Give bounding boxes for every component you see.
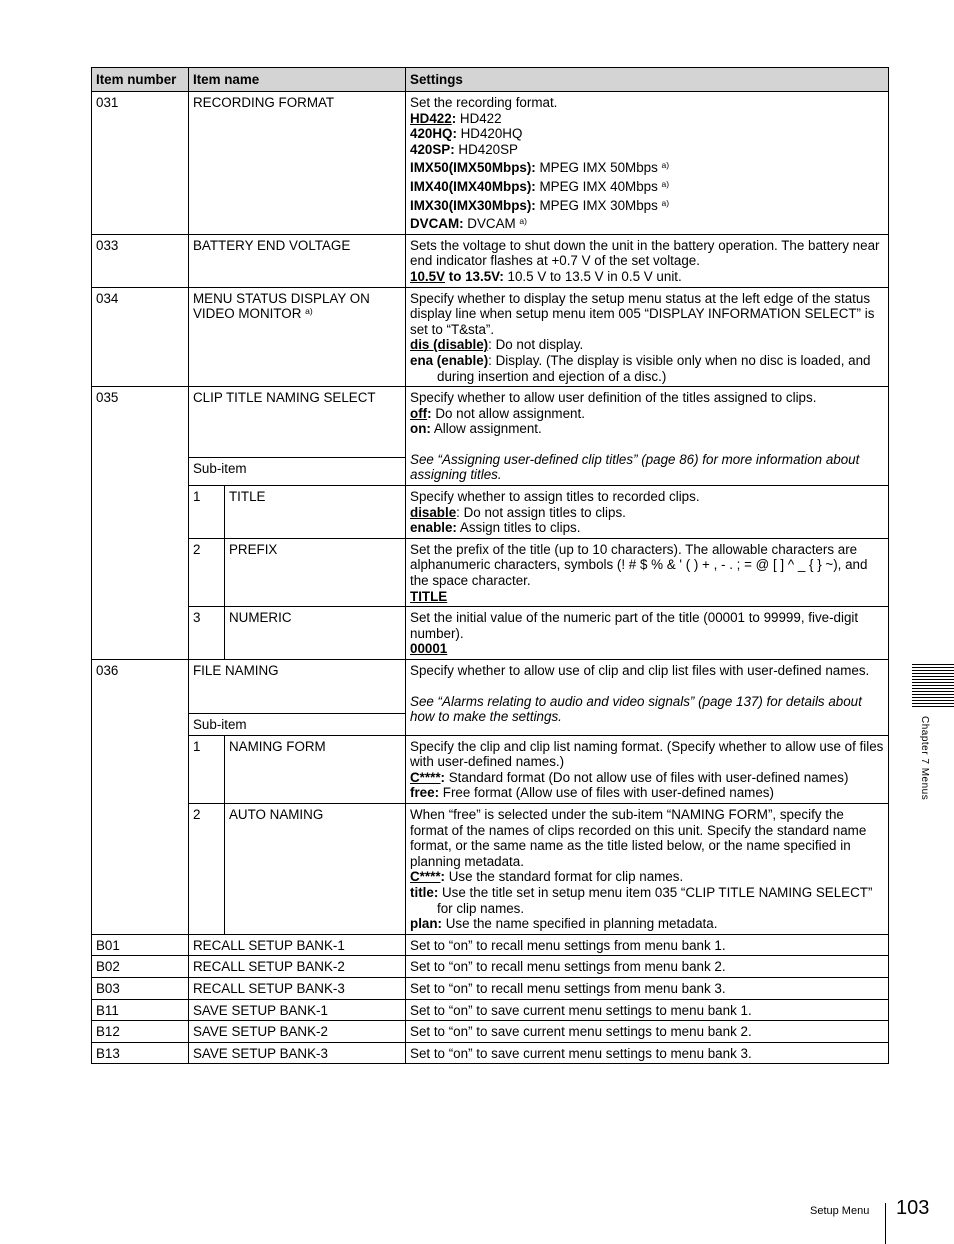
page-number: 103 <box>896 1197 930 1219</box>
item-name: SAVE SETUP BANK-2 <box>189 1021 406 1043</box>
table-row <box>92 934 889 956</box>
item-number: B01 <box>92 934 189 956</box>
table-header-row <box>92 68 889 92</box>
item-number: B11 <box>92 999 189 1021</box>
table-row <box>92 486 889 539</box>
chapter-tab-bars <box>912 664 954 708</box>
sub-item-number: 1 <box>189 486 225 539</box>
sub-item-name: TITLE <box>225 486 406 539</box>
footnote-mark: a) <box>661 160 670 171</box>
table-row <box>92 660 889 714</box>
sub-item-number: 1 <box>189 735 225 803</box>
item-name: RECALL SETUP BANK-3 <box>189 977 406 999</box>
item-settings: Specify whether to display the setup menu status at the left edge of the status display line when setup menu item 005 “DISPLAY INFORMATION SELECT” is set to “T&sta”. dis (disable): Do not display. ena (enable): Display. (The display is visible only when no disc is loaded, and during insertion and ejection of a disc.) <box>406 287 889 387</box>
footer-divider <box>885 1203 886 1244</box>
sub-item-name: NAMING FORM <box>225 735 406 803</box>
item-settings: When “free” is selected under the sub-item “NAMING FORM”, specify the format of the names of clips recorded on this unit. Specify the standard name format, or the same name as the title listed below, or the name specified in planning metadata. C****: Use the standard format for clip names. title: Use the title set in setup menu item 035 “CLIP TITLE NAMING SELECT” for clip names. plan: Use the name specified in planning metadata. <box>406 803 889 934</box>
cross-reference: See “Assigning user-defined clip titles” (page 86) for more information about assigning titles. <box>410 451 860 483</box>
sub-item-name: NUMERIC <box>225 607 406 660</box>
item-number: B13 <box>92 1042 189 1064</box>
item-settings: Set to “on” to recall menu settings from menu bank 1. <box>406 934 889 956</box>
table-row <box>92 999 889 1021</box>
sub-item-name: PREFIX <box>225 538 406 606</box>
item-name: FILE NAMING <box>189 660 406 714</box>
item-name: CLIP TITLE NAMING SELECT <box>189 387 406 458</box>
item-name: MENU STATUS DISPLAY ON VIDEO MONITOR $^{a)}$ <box>189 287 406 387</box>
chapter-tab-label: Chapter 7 Menus <box>919 716 930 801</box>
item-settings: Set to “on” to save current menu settings to menu bank 3. <box>406 1042 889 1064</box>
sub-item-label: Sub-item <box>189 458 406 486</box>
cross-reference: See “Alarms relating to audio and video signals” (page 137) for details about how to make the settings. <box>410 693 862 725</box>
item-name: SAVE SETUP BANK-3 <box>189 1042 406 1064</box>
item-number: 035 <box>92 387 189 660</box>
item-name: SAVE SETUP BANK-1 <box>189 999 406 1021</box>
table-row <box>92 387 889 458</box>
item-name: RECALL SETUP BANK-1 <box>189 934 406 956</box>
sub-item-number: 2 <box>189 538 225 606</box>
table-row <box>92 977 889 999</box>
table-row <box>92 607 889 660</box>
sub-item-number: 3 <box>189 607 225 660</box>
table-row <box>92 234 889 287</box>
item-settings: Set to “on” to save current menu settings to menu bank 2. <box>406 1021 889 1043</box>
item-number: 031 <box>92 92 189 235</box>
footer-section-label: Setup Menu <box>810 1205 870 1217</box>
header-item-number: Item number <box>92 68 189 92</box>
table-row <box>92 287 889 387</box>
item-name: RECORDING FORMAT <box>189 92 406 235</box>
item-settings: Specify the clip and clip list naming format. (Specify whether to allow use of files with user-defined names.) C****: Standard format (Do not allow use of files with user-defined names) free: Free format (Allow use of files with user-defined names) <box>406 735 889 803</box>
footnote-mark: a) <box>661 178 670 189</box>
item-name: RECALL SETUP BANK-2 <box>189 956 406 978</box>
sub-item-label: Sub-item <box>189 714 406 736</box>
table-row <box>92 803 889 934</box>
default-value: 00001 <box>410 641 448 657</box>
sub-item-number: 2 <box>189 803 225 934</box>
default-value: TITLE <box>410 588 448 604</box>
item-number: 034 <box>92 287 189 387</box>
table-row <box>92 1042 889 1064</box>
item-settings: Specify whether to allow user definition of the titles assigned to clips. off: Do not allow assignment. on: Allow assignment. See “Assigning user-defined clip titles” (page 86) for more information about assigning titles. <box>406 387 889 486</box>
item-settings: Set to “on” to recall menu settings from menu bank 3. <box>406 977 889 999</box>
item-settings: Set the initial value of the numeric part of the title (00001 to 99999, five-digit number). 00001 <box>406 607 889 660</box>
header-settings: Settings <box>406 68 889 92</box>
item-number: 033 <box>92 234 189 287</box>
item-settings: Specify whether to assign titles to recorded clips. disable: Do not assign titles to clips. enable: Assign titles to clips. <box>406 486 889 539</box>
item-settings: Set the prefix of the title (up to 10 characters). The allowable characters are alphanumeric characters, symbols (! # $ % & ' ( ) + , - . ; = @ [ ] ^ _ { } ~), and the space character. TITLE <box>406 538 889 606</box>
item-number: B12 <box>92 1021 189 1043</box>
item-settings: Set to “on” to recall menu settings from menu bank 2. <box>406 956 889 978</box>
item-number: B02 <box>92 956 189 978</box>
footnote-mark: a) <box>305 306 313 317</box>
item-number: B03 <box>92 977 189 999</box>
footnote-mark: a) <box>519 216 527 227</box>
table-row <box>92 735 889 803</box>
table-row <box>92 1021 889 1043</box>
setup-menu-table <box>91 67 889 1064</box>
item-settings: Set to “on” to save current menu settings to menu bank 1. <box>406 999 889 1021</box>
table-row <box>92 92 889 235</box>
item-settings: Specify whether to allow use of clip and clip list files with user-defined names. See “Alarms relating to audio and video signals” (page 137) for details about how to make the settings. <box>406 660 889 736</box>
item-number: 036 <box>92 660 189 935</box>
table-row <box>92 538 889 606</box>
sub-item-name: AUTO NAMING <box>225 803 406 934</box>
item-settings: Set the recording format. HD422: HD422 420HQ: HD420HQ 420SP: HD420SP IMX50(IMX50Mbps): MPEG IMX 50Mbps $^{a)}$ IMX40(IMX40Mbps): MPEG IMX 40Mbps $^{a)}$ IMX30(IMX30Mbps): MPEG IMX 30Mbps $^{a)}$ DVCAM: DVCAM $^{a)}$ <box>406 92 889 235</box>
table-row <box>92 956 889 978</box>
header-item-name: Item name <box>189 68 406 92</box>
item-name: BATTERY END VOLTAGE <box>189 234 406 287</box>
footnote-mark: a) <box>661 197 670 208</box>
item-settings: Sets the voltage to shut down the unit in the battery operation. The battery near end indicator flashes at +0.7 V of the set voltage. 10.5V to 13.5V: 10.5 V to 13.5 V in 0.5 V unit. <box>406 234 889 287</box>
